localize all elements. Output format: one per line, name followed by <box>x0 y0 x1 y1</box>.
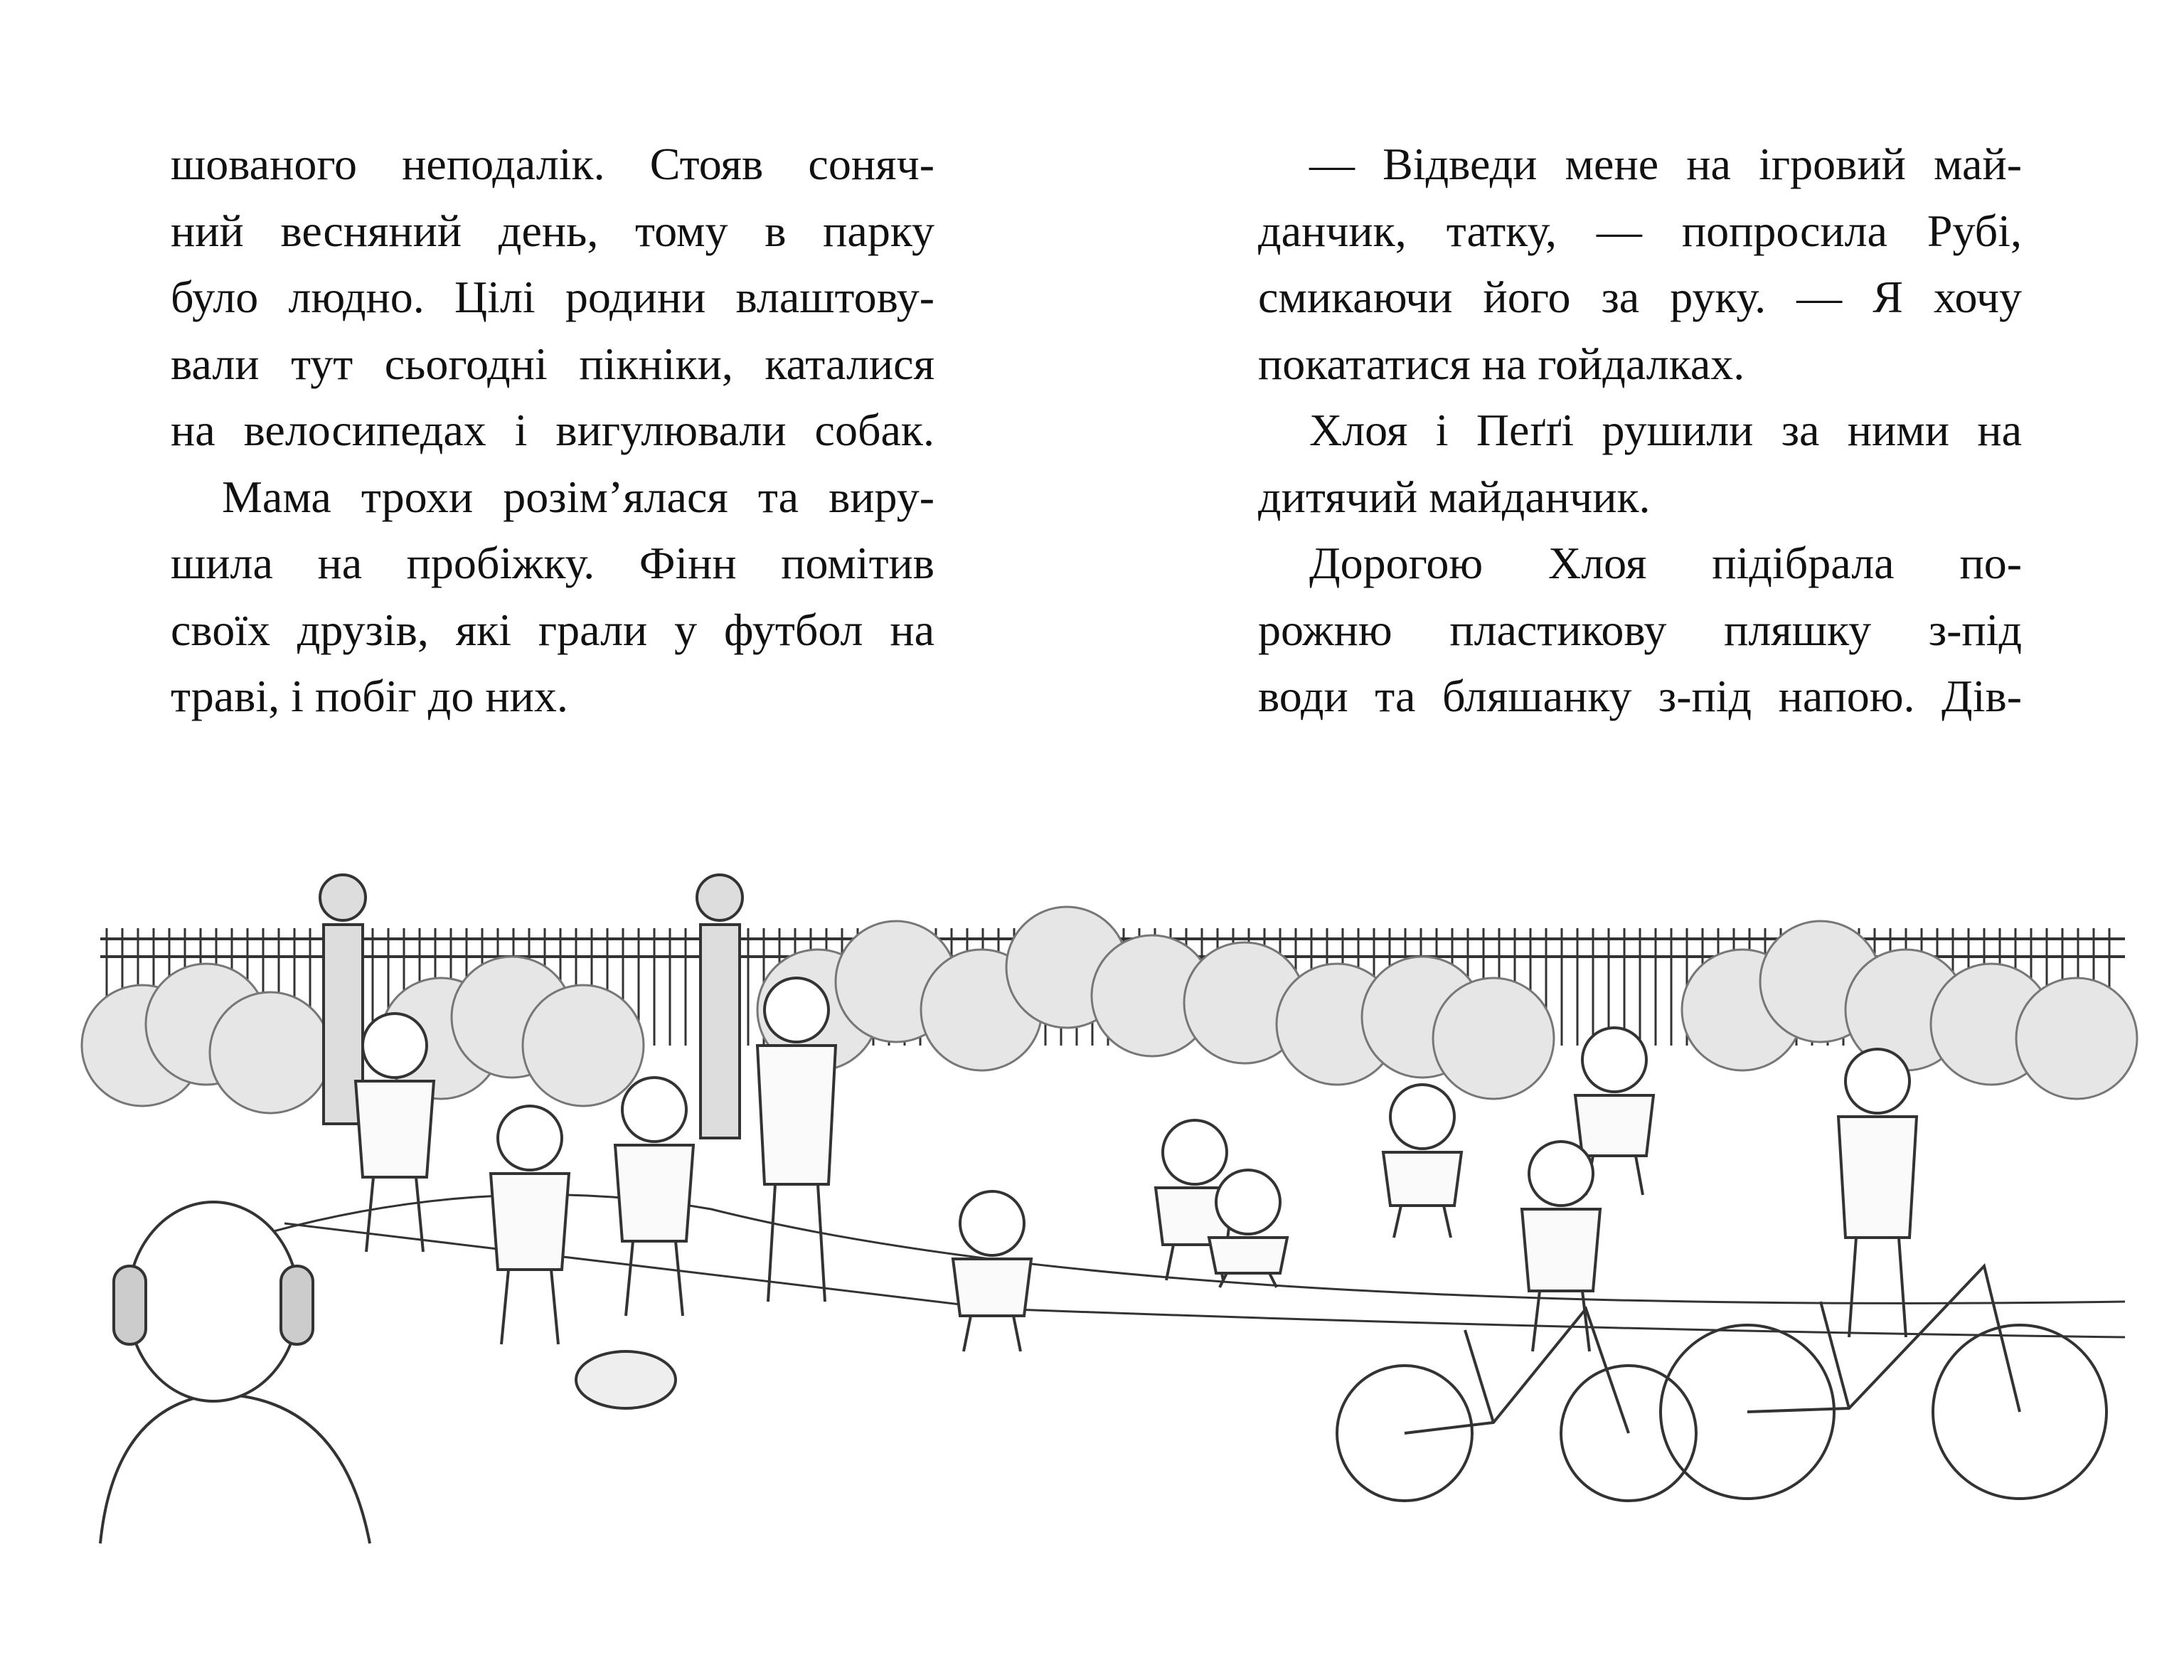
text-line: шила на пробіжку. Фінн помітив <box>171 538 934 588</box>
text-line: своїх друзів, які грали у футбол на <box>171 604 934 655</box>
person-head <box>1390 1085 1454 1149</box>
person-head <box>765 978 829 1042</box>
person-head <box>363 1014 427 1078</box>
gate-post <box>701 925 740 1138</box>
boy-body <box>100 1394 370 1543</box>
text-line: дитячий майданчик. <box>1258 471 1651 522</box>
text-line: смикаючи його за руку. — Я хочу <box>1258 272 2022 322</box>
person-legs <box>964 1316 1021 1351</box>
boy-with-headphones <box>100 1202 370 1543</box>
bush <box>523 985 644 1106</box>
person-head <box>1529 1142 1593 1206</box>
person-legs <box>501 1270 558 1344</box>
boy-head <box>128 1202 299 1401</box>
person-body <box>1209 1238 1287 1273</box>
text-line: — Відведи мене на ігровий май- <box>1309 139 2022 189</box>
person-body <box>953 1259 1031 1316</box>
text-line: данчик, татку, — попросила Рубі, <box>1258 205 2022 256</box>
text-line: покататися на гойдалках. <box>1258 338 1745 389</box>
bush <box>2016 978 2137 1099</box>
person-legs <box>1849 1238 1906 1337</box>
person-body <box>1838 1117 1917 1238</box>
bush <box>210 992 331 1113</box>
person-legs <box>366 1177 423 1252</box>
text-line: вали тут сьогодні пікніки, каталися <box>171 338 934 389</box>
text-line: води та бляшанку з-під напою. Дів- <box>1258 671 2022 721</box>
headphones-icon <box>114 1266 146 1344</box>
person-legs <box>1394 1206 1451 1238</box>
headphones-icon <box>281 1266 313 1344</box>
person-body <box>491 1174 569 1270</box>
path-edge <box>128 1195 2125 1304</box>
person-head <box>622 1078 686 1142</box>
person-head <box>1163 1120 1227 1184</box>
bike-frame <box>1747 1266 2020 1412</box>
person-body <box>1575 1095 1653 1156</box>
person-body <box>757 1046 836 1184</box>
text-line: Дорогою Хлоя підібрала по- <box>1309 538 2022 588</box>
person-legs <box>1586 1156 1643 1195</box>
person-head <box>498 1106 562 1170</box>
person-body <box>1522 1209 1600 1291</box>
gate-post-ball <box>697 875 742 920</box>
person-legs <box>626 1241 683 1316</box>
text-line: Хлоя і Пеґґі рушили за ними на <box>1309 405 2022 455</box>
person-body <box>615 1145 693 1241</box>
text-line: ний весняний день, тому в парку <box>171 205 934 256</box>
text-line: рожню пластикову пляшку з-під <box>1258 604 2022 655</box>
text-line: на велосипедах і вигулювали собак. <box>171 405 934 455</box>
text-line: було людно. Цілі родини влаштову- <box>171 272 934 322</box>
person-head <box>1845 1049 1909 1113</box>
person-body <box>356 1081 434 1177</box>
pug-dog <box>576 1351 676 1408</box>
person-head <box>960 1191 1024 1255</box>
person-head <box>1216 1170 1280 1234</box>
gate-post-ball <box>320 875 366 920</box>
text-line: Мама трохи розім’ялася та виру- <box>222 471 934 522</box>
text-line: шованого неподалік. Стояв соняч- <box>171 139 934 189</box>
person-head <box>1582 1028 1646 1092</box>
text-line: траві, і побіг до них. <box>171 671 568 721</box>
bush <box>1433 978 1554 1099</box>
person-body <box>1383 1152 1461 1206</box>
